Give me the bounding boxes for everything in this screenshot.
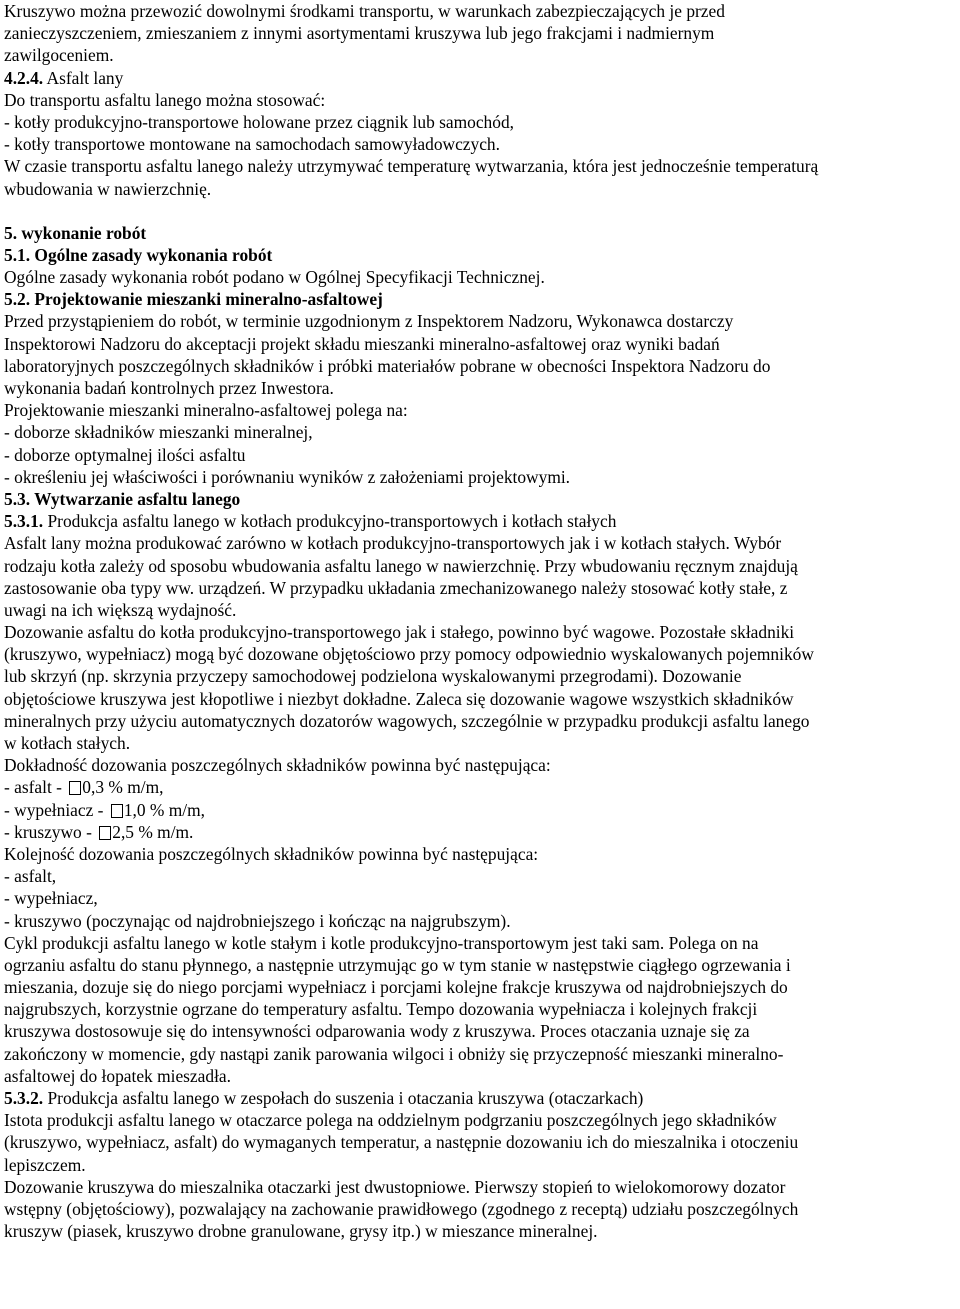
list-item: - określeniu jej właściwości i porównaniu wyników z założeniami projektowymi. <box>4 466 571 487</box>
tolerance-value: 0,3 % m/m, <box>82 777 164 798</box>
text-line: Dozowanie asfaltu do kotła produkcyjno-transportowego jak i stałego, powinno być wagowe. Pozostałe składniki <box>4 622 795 643</box>
section-number: 4.2.4. <box>4 67 44 88</box>
text-line: mineralnych przy użyciu automatycznych dozatorów wagowych, szczególnie w przypadku produkcji asfaltu lanego <box>4 710 810 731</box>
text-line: objętościowe kruszywa jest kłopotliwe i niezbyt dokładne. Zaleca się dozowanie wagowe wszystkich składników <box>4 688 794 709</box>
tolerance-item-kruszywo <box>4 821 954 843</box>
tolerance-label: - kruszywo - <box>4 821 97 842</box>
text-line: Inspektorowi Nadzoru do akceptacji projekt składu mieszanki mineralno-asfaltowej oraz wyniki badań <box>4 333 720 354</box>
text-line: ogrzaniu asfaltu do stanu płynnego, a następnie utrzymując go w tym stanie w następstwie ciągłego ogrzewania i <box>4 954 791 975</box>
text-line: Do transportu asfaltu lanego można stosować: <box>4 89 326 110</box>
list-item: - wypełniacz, <box>4 888 98 909</box>
subsection-heading-5-3-2 <box>4 1087 954 1109</box>
plus-minus-box-icon <box>69 781 81 795</box>
section-heading-5-2: 5.2. Projektowanie mieszanki mineralno-asfaltowej <box>4 289 383 310</box>
list-item: - doborze składników mieszanki mineralnej, <box>4 422 313 443</box>
text-line: zanieczyszczeniem, zmieszaniem z innymi asortymentami kruszywa lub jego frakcjami i nadmiernym <box>4 23 715 44</box>
text-line: lub skrzyń (np. skrzynia przyczepy samochodowej podzielona wyskalowanymi przegrodami). Dozowanie <box>4 666 742 687</box>
text-line: najgrubszych, korzystnie ogrzane do temperatury asfaltu. Tempo dozowania wypełniacza i kolejnych frakcji <box>4 999 758 1020</box>
text-line: wstępny (objętościowy), pozwalający na zachowanie prawidłowego (zgodnego z receptą) udziału poszczególnych <box>4 1198 799 1219</box>
text-line: Istota produkcji asfaltu lanego w otaczarce polega na oddzielnym podgrzaniu poszczególnych jego składników <box>4 1110 777 1131</box>
text-line: (kruszywo, wypełniacz) mogą być dozowane objętościowo przy pomocy odpowiednio wyskalowanych pojemników <box>4 644 814 665</box>
paragraph-gap <box>4 200 954 222</box>
plus-minus-box-icon <box>99 826 111 840</box>
list-item: - kotły transportowe montowane na samochodach samowyładowczych. <box>4 134 500 155</box>
text-line: uwagi na ich większą wydajność. <box>4 599 237 620</box>
tolerance-label: - asfalt - <box>4 777 67 798</box>
section-title: Produkcja asfaltu lanego w kotłach produkcyjno-transportowych i kotłach stałych <box>43 511 617 532</box>
section-heading-5-3: 5.3. Wytwarzanie asfaltu lanego <box>4 488 241 509</box>
section-heading-5: 5. wykonanie robót <box>4 222 147 243</box>
section-heading-5-1: 5.1. Ogólne zasady wykonania robót <box>4 244 273 265</box>
subsection-heading-4-2-4 <box>4 67 954 89</box>
text-line: laboratoryjnych poszczególnych składników i próbki materiałów pobrane w obecności Inspektora Nadzoru do <box>4 355 771 376</box>
list-item: - kotły produkcyjno-transportowe holowane przez ciągnik lub samochód, <box>4 111 514 132</box>
list-item: - asfalt, <box>4 866 57 887</box>
section-title: Produkcja asfaltu lanego w zespołach do suszenia i otaczania kruszywa (otaczarkach) <box>43 1088 644 1108</box>
text-line: w kotłach stałych. <box>4 733 131 753</box>
section-number: 5.3.1. <box>4 511 44 532</box>
list-item: - doborze optymalnej ilości asfaltu <box>4 444 246 465</box>
text-line: kruszyw (piasek, kruszywo drobne granulowane, grysy itp.) w mieszance mineralnej. <box>4 1221 598 1242</box>
subsection-heading-5-3-1 <box>4 510 954 532</box>
tolerance-item-asfalt <box>4 776 954 798</box>
text-line: wykonania badań kontrolnych przez Inwestora. <box>4 378 334 398</box>
text-line: Cykl produkcji asfaltu lanego w kotle stałym i kotle produkcyjno-transportowym jest taki sam. Polega on na <box>4 932 759 953</box>
text-line: (kruszywo, wypełniacz, asfalt) do wymaganych temperatur, a następnie dozowaniu ich do mieszalnika i otoczeniu <box>4 1132 799 1153</box>
tolerance-label: - wypełniacz - <box>4 799 108 820</box>
text-line: W czasie transportu asfaltu lanego należy utrzymywać temperaturę wytwarzania, która jest jednocześnie temperaturą <box>4 156 819 177</box>
section-number: 5.3.2. <box>4 1088 44 1108</box>
text-line: Projektowanie mieszanki mineralno-asfaltowej polega na: <box>4 400 408 421</box>
section-title: Asfalt lany <box>43 67 124 88</box>
text-line: wbudowania w nawierzchnię. <box>4 178 212 199</box>
tolerance-value: 2,5 % m/m. <box>112 821 194 842</box>
tolerance-value: 1,0 % m/m, <box>123 799 205 820</box>
text-line: Kruszywo można przewozić dowolnymi środkami transportu, w warunkach zabezpieczających je przed <box>4 1 725 21</box>
text-line: zakończony w momencie, gdy nastąpi zanik parowania wilgoci i obniży się przyczepność mieszanki mineralno- <box>4 1043 784 1064</box>
text-line: Przed przystąpieniem do robót, w terminie uzgodnionym z Inspektorem Nadzoru, Wykonawca dostarczy <box>4 311 734 332</box>
text-line: mieszania, dozuje się do niego porcjami wypełniacz i porcjami kolejne frakcje kruszywa od najdrobniejszych do <box>4 977 788 998</box>
plus-minus-box-icon <box>111 804 123 818</box>
text-line: lepiszczem. <box>4 1154 86 1175</box>
text-line: Dozowanie kruszywa do mieszalnika otaczarki jest dwustopniowe. Pierwszy stopień to wielokomorowy dozator <box>4 1176 786 1197</box>
list-item: - kruszywo (poczynając od najdrobniejszego i kończąc na najgrubszym). <box>4 910 511 931</box>
text-line: zastosowanie oba typy ww. urządzeń. W przypadku układania zmechanizowanego należy stosować kotły stałe, z <box>4 577 788 598</box>
text-line: zawilgoceniem. <box>4 45 114 66</box>
text-line: asfaltowej do łopatek mieszadła. <box>4 1065 231 1086</box>
text-line: Kolejność dozowania poszczególnych składników powinna być następująca: <box>4 843 539 864</box>
text-line: kruszywa dostosowuje się do intensywności odparowania wody z kruszywa. Proces otaczania uznaje się za <box>4 1021 750 1042</box>
text-line: rodzaju kotła zależy od sposobu wbudowania asfaltu lanego w nawierzchnię. Przy wbudowaniu ręcznym znajdują <box>4 555 798 576</box>
text-line: Dokładność dozowania poszczególnych składników powinna być następująca: <box>4 755 551 776</box>
text-line: Asfalt lany można produkować zarówno w kotłach produkcyjno-transportowych jak i w kotłach stałych. Wybór <box>4 533 782 554</box>
tolerance-item-wypelniacz <box>4 799 954 821</box>
text-line: Ogólne zasady wykonania robót podano w Ogólnej Specyfikacji Technicznej. <box>4 267 545 288</box>
